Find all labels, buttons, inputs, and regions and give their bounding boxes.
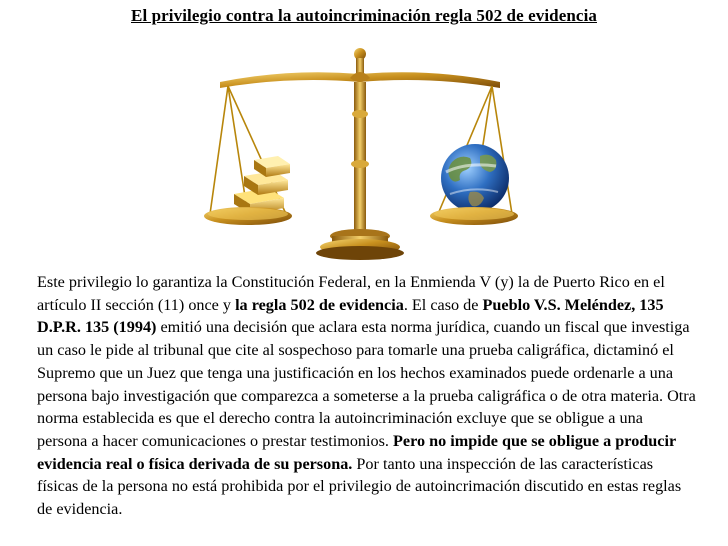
paragraph-text-1: Este privilegio lo garantiza la Constitución Federal, en la Enmienda V (y) la de Puerto Rico en el artículo II sección (11) once y xyxy=(37,273,665,314)
paragraph-text-2: . El caso de xyxy=(403,295,483,314)
slide-title: El privilegio contra la autoincriminación regla 502 de evidencia xyxy=(131,6,597,25)
gold-bars-icon xyxy=(234,156,290,214)
right-scale-pan xyxy=(430,207,518,225)
scale-post xyxy=(351,82,369,232)
left-scale-pan xyxy=(204,207,292,225)
paragraph-text-3: emitió una decisión que aclara esta norma jurídica, cuando un fiscal que investiga un caso le pide al tribunal que cite al sospechoso para tomarle una prueba caligráfica, dictaminó el Supremo que un Juez que tenga una justificación en los hechos examinados puede ordenarle a una persona bajo investigación que comparezca a someterse a la prueba caligráfica o de otra materia. Otra norma establecida es que el derecho contra la autoincriminación excluye que se obligue a una persona a hacer comunicaciones o prestar testimonios. xyxy=(37,318,696,450)
scale-base xyxy=(316,229,404,260)
earth-globe-icon xyxy=(441,144,509,212)
case-citation: Pueblo V.S. Meléndez, 135 D.P.R. 135 (1994) xyxy=(37,295,664,337)
scales-of-justice-icon xyxy=(200,44,520,264)
body-paragraph xyxy=(37,271,697,521)
key-holding: Pero no impide que se obligue a producir evidencia real o física derivada de su persona. xyxy=(37,431,676,473)
paragraph-text-4: Por tanto una inspección de las características físicas de la persona no está prohibida por el privilegio de autoincrimación discutido en estas reglas de evidencia. xyxy=(37,454,682,519)
rule-502-reference: la regla 502 de evidencia xyxy=(235,295,404,314)
scale-top-finial xyxy=(354,48,366,74)
